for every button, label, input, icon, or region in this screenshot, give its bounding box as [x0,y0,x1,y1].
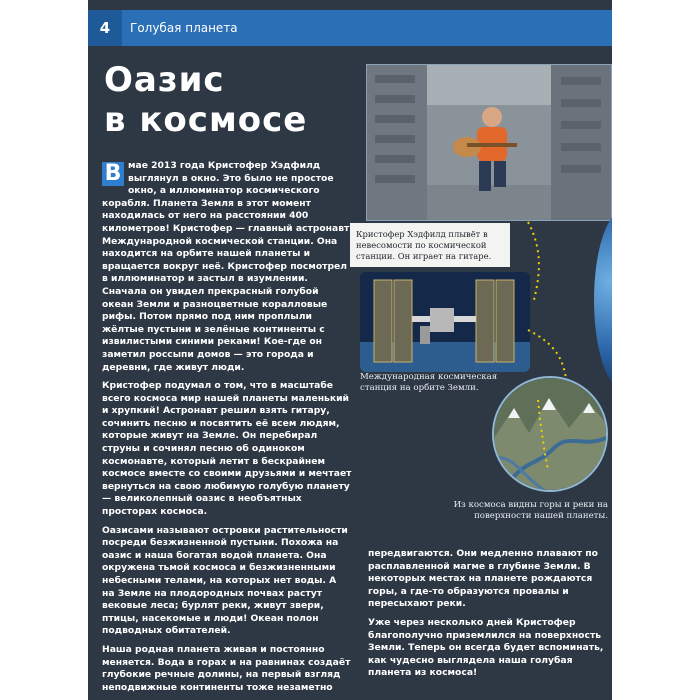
article-body-right [368,548,606,686]
paragraph-1-text: мае 2013 года Кристофер Хэдфилд выглянул в окно. Это было не простое окно, а иллюминатор космического корабля. Планета Земля в этот момент находилась от него на расстоянии 400 километров! Кристофер — главный астронавт Международной космической станции. Она находится на орбите нашей планеты и вращается вокруг неё. Кристофер посмотрел в иллюминатор и застыл в изумлении. Сначала он увидел прекрасный голубой океан Земли и разноцветные коралловые рифы. Потом прямо под ним проплыли жёлтые пустыни и зелёные континенты с извилистыми синими реками! Кое-где он заметил россыпи домов — это города и деревни, где живут люди. [102,160,350,373]
space-station-photo [360,272,530,372]
paragraph-5: передвигаются. Они медленно плавают по расплавленной магме в глубине Земли. В некоторых местах на планете рождаются горы, а где-то образуются провалы и пересыхают реки. [368,548,598,610]
mountains-photo [492,376,608,492]
paragraph-2: Кристофер подумал о том, что в масштабе всего космоса мир нашей планеты маленький и хрупкий! Астронавт решил взять гитару, сочинить песню и посвятить её всем людям, которые живут на Земле. Он перебирал струны и сочинял песню об одиноком космонавте, который летит в бескрайнем космосе вместе со своими друзьями и мечтает вернуться на свою любимую голубую планету — великолепный оазис в необъятных просторах космоса. [102,380,352,518]
mountains-illustration [494,378,606,490]
astronaut-illustration [367,65,611,220]
astronaut-photo [366,64,612,221]
mountains-caption: Из космоса видны горы и реки на поверхности нашей планеты. [453,500,608,521]
page-number: 4 [88,10,122,46]
paragraph-3: Оазисами называют островки растительности посреди безжизненной пустыни. Похожа на оазис и наша богатая водой планета. Она окружена тьмой космоса и безжизненными небесными телами, на которых нет воды. А на Земле на плодородных почвах растут вековые леса; бурлят реки, живут звери, птицы, насекомые и люди! Океан полон подводных обитателей. [102,524,348,637]
connector-station [528,330,566,378]
paragraph-1 [102,160,352,374]
section-title: Голубая планета [130,21,238,35]
earth-globe-edge [594,210,612,390]
space-station-illustration [360,272,530,372]
article-body-left [102,160,352,700]
article-title [104,60,307,140]
title-line-2: в космосе [104,100,308,140]
space-station-caption: Международная космическая станция на орбите Земли. [360,372,498,393]
paragraph-6: Уже через несколько дней Кристофер благополучно приземлился на поверхность Земли. Теперь он всегда будет вспоминать, как чудесно выглядела наша голубая планета из космоса! [368,616,604,679]
title-line-1: Оазис [104,60,225,100]
book-page [88,0,612,700]
paragraph-4: Наша родная планета живая и постоянно меняется. Вода в горах и на равнинах создаёт глубокие речные долины, на первый взгляд неподвижные континенты тоже незаметно [102,643,351,693]
drop-cap: В [102,162,124,186]
astronaut-caption: Кристофер Хэдфилд плывёт в невесомости по космической станции. Он играет на гитаре. [350,223,510,267]
